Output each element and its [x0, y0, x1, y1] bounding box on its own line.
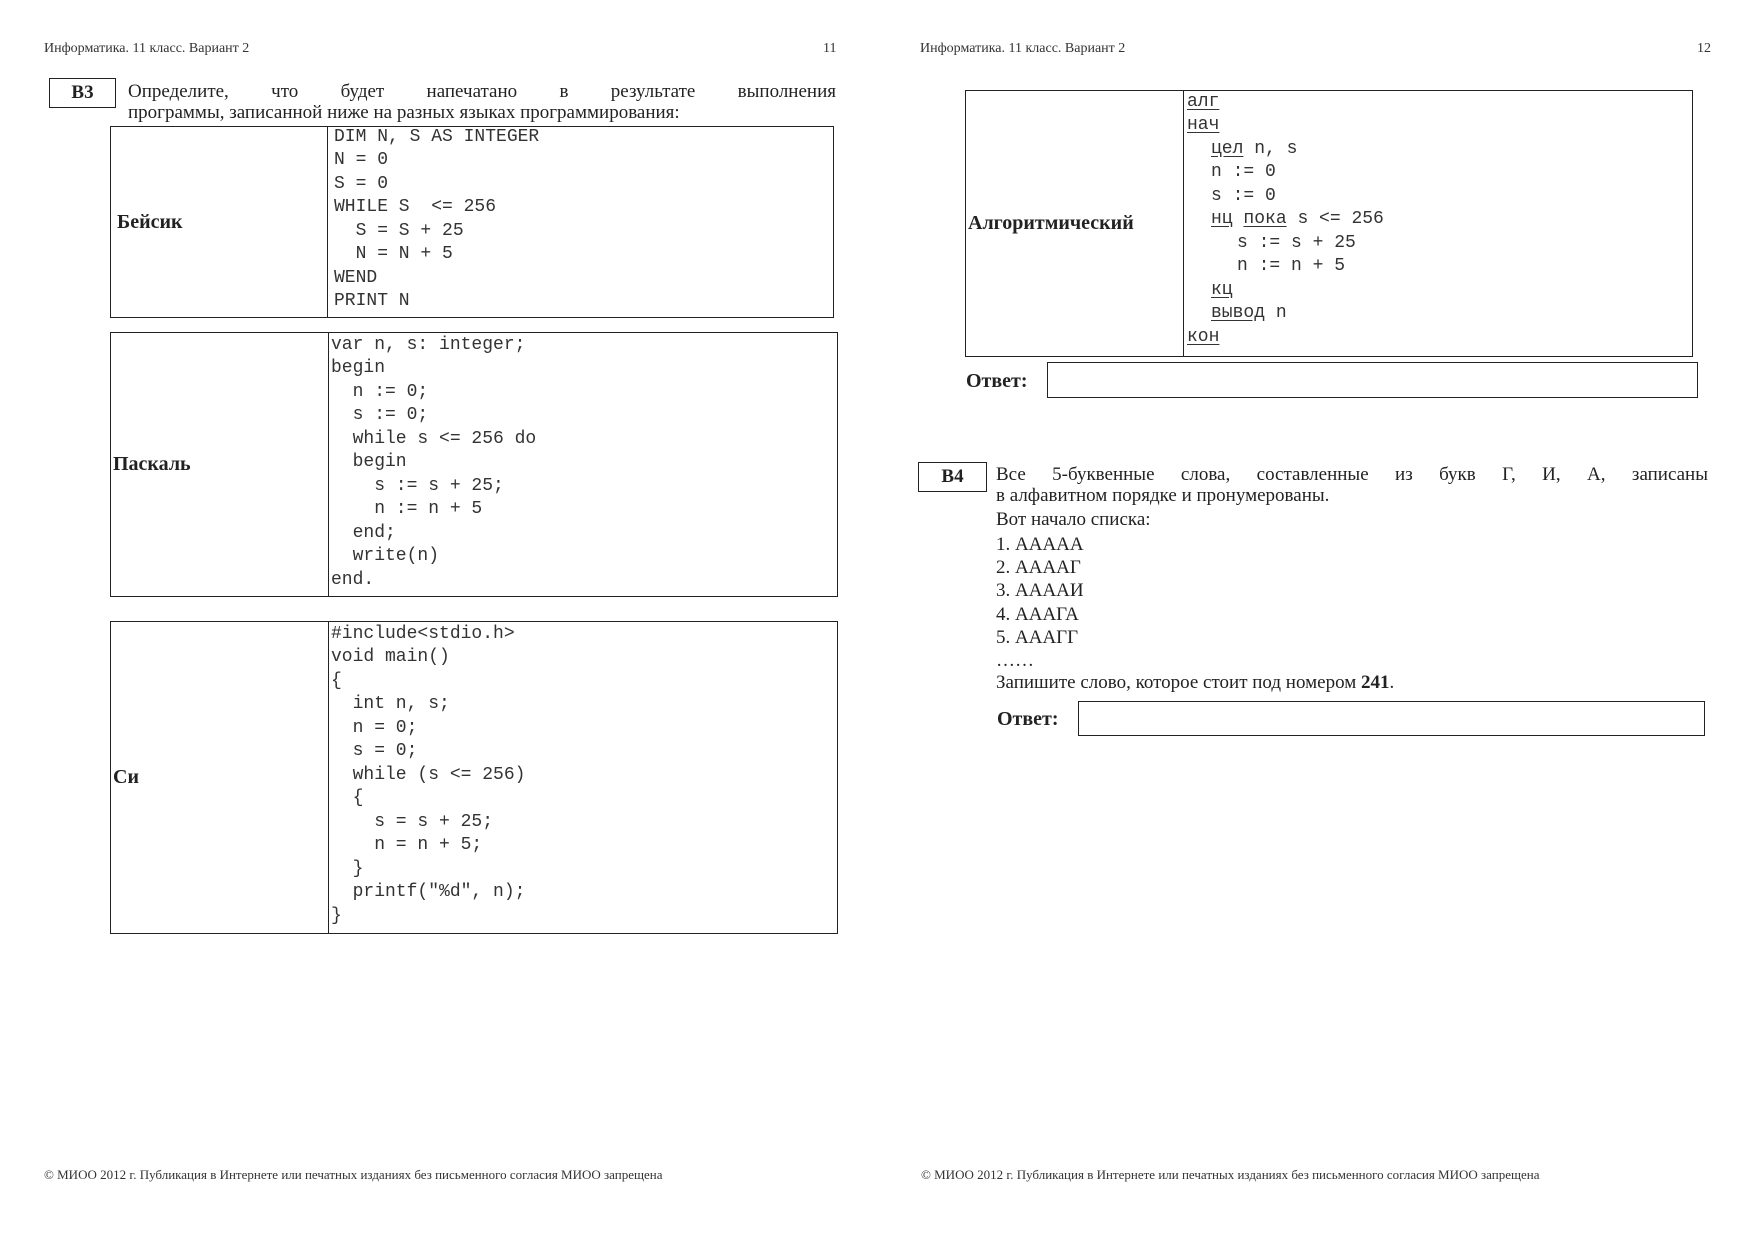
- keyword: пока: [1243, 209, 1287, 229]
- task-suffix: .: [1389, 672, 1395, 693]
- language-label: Си: [111, 622, 329, 933]
- answer-input-b3[interactable]: [1047, 362, 1698, 398]
- keyword: алг: [1187, 92, 1220, 112]
- task-number: 241: [1360, 672, 1390, 693]
- answer-label: Ответ:: [966, 370, 1028, 392]
- code-line: {: [331, 671, 342, 691]
- code-line: N = 0: [334, 150, 389, 170]
- code-line: s := s + 25;: [331, 476, 504, 496]
- code-text: n, s: [1243, 139, 1298, 159]
- code-listing: [328, 127, 833, 317]
- question-text-line-2: программы, записанной ниже на разных языках программирования:: [128, 102, 680, 123]
- keyword: нц: [1211, 209, 1233, 229]
- question-number-badge: B3: [49, 78, 116, 108]
- code-line: s = s + 25;: [331, 812, 494, 832]
- code-line: write(n): [331, 546, 440, 566]
- keyword: вывод: [1211, 303, 1266, 323]
- list-ellipsis: ……: [996, 650, 1034, 671]
- question-text-line-2: в алфавитном порядке и пронумерованы.: [996, 485, 1330, 506]
- code-line: begin: [331, 358, 386, 378]
- code-line: begin: [331, 452, 407, 472]
- code-line: while (s <= 256): [331, 765, 526, 785]
- code-listing: [329, 622, 837, 933]
- code-line: s = 0;: [331, 741, 418, 761]
- code-text: s <= 256: [1286, 209, 1384, 229]
- code-line: n := n + 5: [331, 499, 483, 519]
- code-line: void main(): [331, 647, 450, 667]
- keyword: нач: [1187, 115, 1220, 135]
- code-line: [1211, 303, 1287, 323]
- code-table-basic: [110, 126, 834, 318]
- code-line: s := s + 25: [1237, 233, 1356, 253]
- list-item: 3. ААААИ: [996, 580, 1084, 601]
- code-line: var n, s: integer;: [331, 335, 526, 355]
- task-text: [996, 673, 1394, 693]
- answer-label: Ответ:: [997, 708, 1059, 730]
- code-line: printf("%d", n);: [331, 882, 526, 902]
- code-listing: [329, 333, 837, 596]
- code-line: [1211, 280, 1233, 300]
- keyword: кон: [1187, 327, 1220, 347]
- code-line: {: [331, 788, 364, 808]
- list-item: 4. АААГА: [996, 604, 1079, 625]
- code-line: while s <= 256 do: [331, 429, 537, 449]
- code-line: n := 0: [1211, 162, 1276, 182]
- code-line: PRINT N: [334, 291, 410, 311]
- code-line: N = N + 5: [334, 244, 453, 264]
- code-line: }: [331, 859, 364, 879]
- code-line: n = n + 5;: [331, 835, 483, 855]
- code-line: [1187, 92, 1219, 112]
- code-line: [1211, 139, 1297, 159]
- page-number: 11: [823, 41, 837, 56]
- task-prefix: Запишите слово, которое стоит под номером: [996, 672, 1361, 693]
- code-listing: [1184, 91, 1692, 356]
- question-text-line-1: Все 5-буквенные слова, составленные из букв Г, И, А, записаны: [996, 464, 1708, 485]
- page-header: Информатика. 11 класс. Вариант 2: [920, 41, 1126, 56]
- code-line: int n, s;: [331, 694, 450, 714]
- code-line: [1187, 115, 1219, 135]
- page-footer: © МИОО 2012 г. Публикация в Интернете или печатных изданиях без письменного согласия МИОО запрещена: [921, 1167, 1540, 1182]
- code-line: n := 0;: [331, 382, 429, 402]
- code-line: n = 0;: [331, 718, 418, 738]
- language-label: Алгоритмический: [966, 91, 1184, 356]
- code-table-pascal: [110, 332, 838, 597]
- page-footer: © МИОО 2012 г. Публикация в Интернете или печатных изданиях без письменного согласия МИОО запрещена: [44, 1167, 663, 1182]
- code-line: WEND: [334, 268, 378, 288]
- code-line: S = 0: [334, 174, 389, 194]
- code-line: end.: [331, 570, 375, 590]
- code-text: n: [1265, 303, 1287, 323]
- language-label: Паскаль: [111, 333, 329, 596]
- code-line: WHILE S <= 256: [334, 197, 497, 217]
- code-line: DIM N, S AS INTEGER: [334, 127, 540, 147]
- code-line: end;: [331, 523, 396, 543]
- code-line: n := n + 5: [1237, 256, 1346, 276]
- list-item: 2. ААААГ: [996, 557, 1081, 578]
- code-line: s := 0: [1211, 186, 1276, 206]
- code-line: }: [331, 906, 342, 926]
- question-number-badge: B4: [918, 462, 987, 492]
- code-line: S = S + 25: [334, 221, 464, 241]
- list-item: 1. ААААА: [996, 534, 1084, 555]
- list-item: 5. АААГГ: [996, 627, 1079, 648]
- code-table-c: [110, 621, 838, 934]
- keyword: кц: [1211, 280, 1233, 300]
- code-line: [1211, 209, 1384, 229]
- question-text-line-1: Определите, что будет напечатано в результате выполнения: [128, 81, 836, 102]
- question-text-line-3: Вот начало списка:: [996, 509, 1151, 530]
- code-line: s := 0;: [331, 405, 429, 425]
- code-line: #include<stdio.h>: [331, 624, 515, 644]
- language-label: Бейсик: [111, 127, 328, 317]
- answer-input-b4[interactable]: [1078, 701, 1705, 736]
- code-line: [1187, 327, 1219, 347]
- page-header: Информатика. 11 класс. Вариант 2: [44, 41, 250, 56]
- code-table-algorithmic: [965, 90, 1693, 357]
- keyword: цел: [1211, 139, 1244, 159]
- page-number: 12: [1697, 41, 1711, 56]
